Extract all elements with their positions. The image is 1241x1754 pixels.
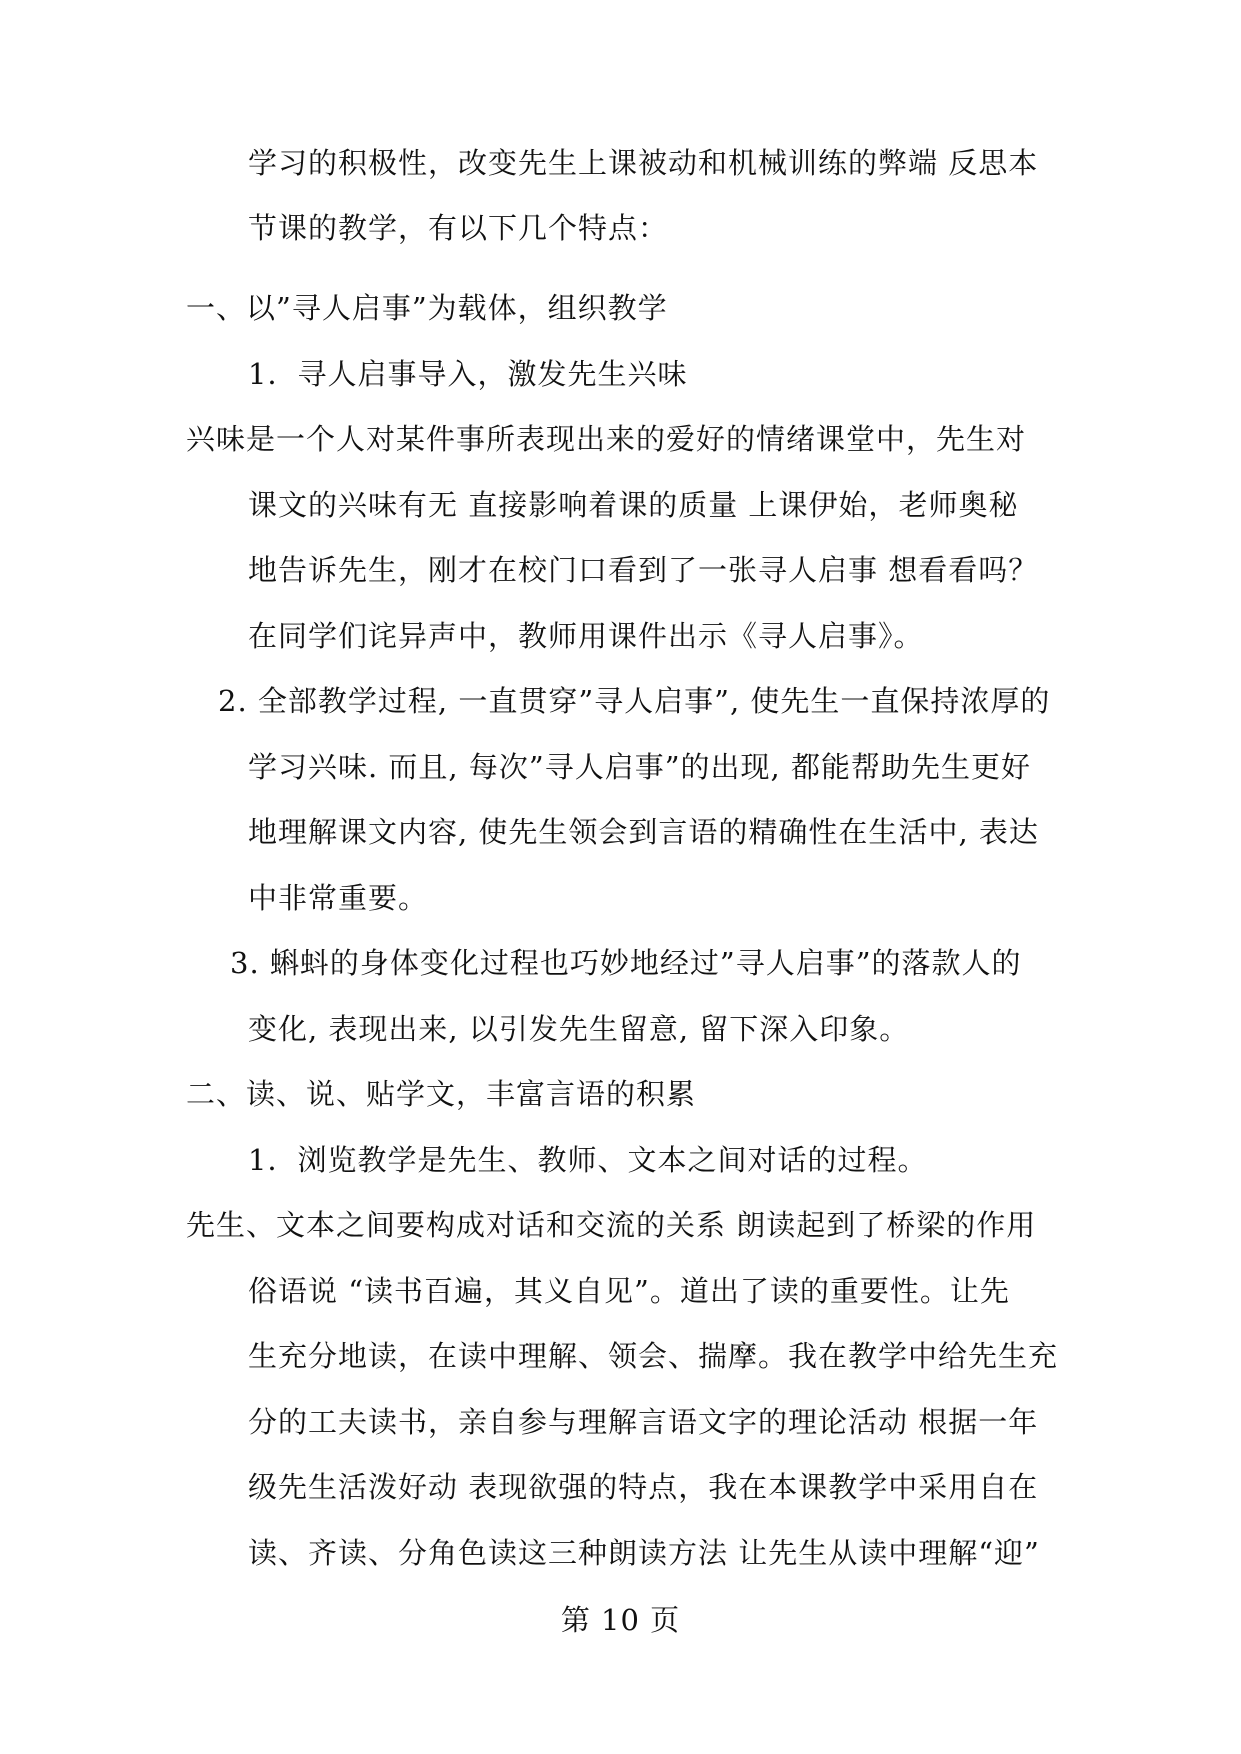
page-number: 第 10 页 (560, 1603, 681, 1637)
list-item: 2. 全部教学过程, 一直贯穿”寻人启事”, 使先生一直保持浓厚的 (218, 684, 1051, 718)
text-line: 中非常重要。 (248, 881, 429, 915)
text-line: 学习的积极性，改变先生上课被动和机械训练的弊端 反思本 (248, 146, 1039, 180)
text-line: 节课的教学，有以下几个特点： (248, 211, 669, 245)
list-item: 3. 蝌蚪的身体变化过程也巧妙地经过”寻人启事”的落款人的 (230, 946, 1022, 980)
subheading: 1．浏览教学是先生、教师、文本之间对话的过程。 (248, 1143, 928, 1177)
section-heading: 一、以”寻人启事”为载体，组织教学 (186, 291, 668, 325)
text-line: 级先生活泼好动 表现欲强的特点，我在本课教学中采用自在 (248, 1470, 1039, 1504)
text-line: 课文的兴味有无 直接影响着课的质量 上课伊始，老师奥秘 (248, 488, 1019, 522)
text-line: 学习兴味. 而且, 每次”寻人启事”的出现, 都能帮助先生更好 (248, 750, 1031, 784)
text-line: 兴味是一个人对某件事所表现出来的爱好的情绪课堂中，先生对 (186, 422, 1027, 456)
text-line: 地告诉先生，刚才在校门口看到了一张寻人启事 想看看吗？ (248, 553, 1039, 587)
text-line: 地理解课文内容, 使先生领会到言语的精确性在生活中, 表达 (248, 815, 1039, 849)
subheading: 1．寻人启事导入，激发先生兴味 (248, 357, 688, 391)
text-line: 在同学们诧异声中，教师用课件出示《寻人启事》。 (248, 619, 924, 653)
text-line: 分的工夫读书，亲自参与理解言语文字的理论活动 根据一年 (248, 1405, 1039, 1439)
text-line: 生充分地读，在读中理解、领会、揣摩。我在教学中给先生充 (248, 1339, 1059, 1373)
section-heading: 二、读、说、贴学文，丰富言语的积累 (186, 1077, 697, 1111)
text-line: 俗语说 “读书百遍，其义自见”。道出了读的重要性。让先 (248, 1274, 1010, 1308)
text-line: 读、齐读、分角色读这三种朗读方法 让先生从读中理解“迎” (248, 1536, 1040, 1570)
text-line: 先生、文本之间要构成对话和交流的关系 朗读起到了桥梁的作用 (186, 1208, 1037, 1242)
text-line: 变化, 表现出来, 以引发先生留意, 留下深入印象。 (248, 1012, 910, 1046)
